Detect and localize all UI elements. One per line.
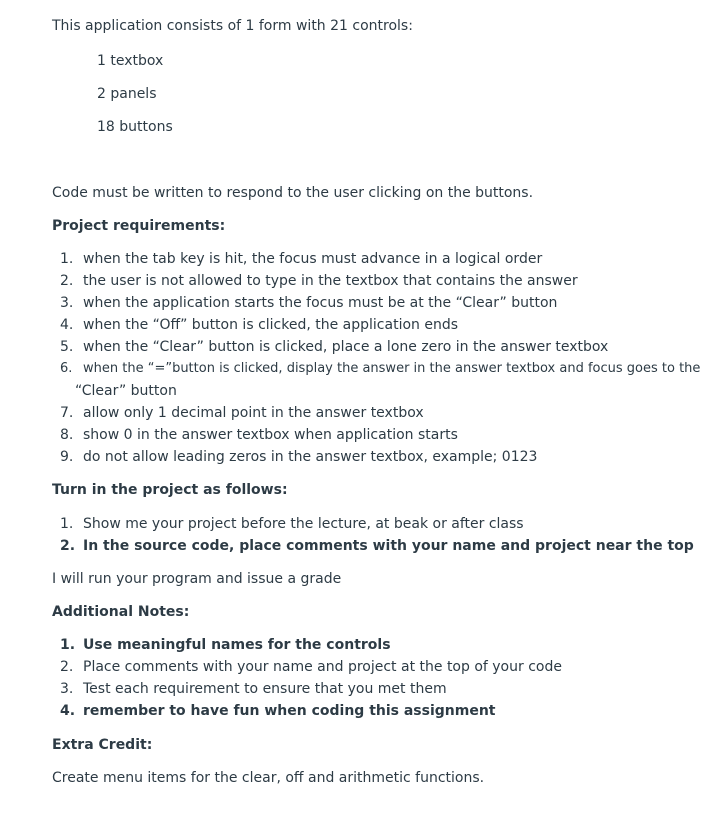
- code-note: Code must be written to respond to the user clicking on the buttons.: [52, 185, 534, 201]
- control-item: 2 panels: [97, 86, 157, 102]
- requirement-item: 3. when the application starts the focus must be at the “Clear” button: [60, 295, 558, 311]
- requirement-item: 8. show 0 in the answer textbox when application starts: [60, 427, 458, 443]
- grade-note: I will run your program and issue a grade: [52, 571, 342, 587]
- extra-credit-heading: Extra Credit:: [52, 737, 153, 753]
- requirement-item: 4. when the “Off” button is clicked, the application ends: [60, 317, 459, 333]
- requirement-item: 5. when the “Clear” button is clicked, place a lone zero in the answer textbox: [60, 339, 609, 355]
- requirement-item-continuation: “Clear” button: [75, 383, 177, 399]
- requirement-item: 7. allow only 1 decimal point in the answer textbox: [60, 405, 424, 421]
- note-item: 2. Place comments with your name and project at the top of your code: [60, 659, 562, 675]
- requirement-item: 6. when the “=”button is clicked, display the answer in the answer textbox and focus goes to the: [60, 361, 701, 376]
- turnin-heading: Turn in the project as follows:: [52, 482, 288, 498]
- control-item: 18 buttons: [97, 119, 173, 135]
- requirements-heading: Project requirements:: [52, 218, 226, 234]
- control-item: 1 textbox: [97, 53, 164, 69]
- intro-text: This application consists of 1 form with 21 controls:: [52, 18, 413, 34]
- turnin-item: 1. Show me your project before the lecture, at beak or after class: [60, 516, 524, 532]
- turnin-item: 2. In the source code, place comments with your name and project near the top: [60, 538, 694, 554]
- note-item: 3. Test each requirement to ensure that you met them: [60, 681, 447, 697]
- extra-credit-text: Create menu items for the clear, off and arithmetic functions.: [52, 770, 485, 786]
- notes-heading: Additional Notes:: [52, 604, 190, 620]
- requirement-item: 9. do not allow leading zeros in the answer textbox, example; 0123: [60, 449, 538, 465]
- note-item: 4. remember to have fun when coding this assignment: [60, 703, 496, 719]
- note-item: 1. Use meaningful names for the controls: [60, 637, 391, 653]
- requirement-item: 2. the user is not allowed to type in the textbox that contains the answer: [60, 273, 578, 289]
- requirement-item: 1. when the tab key is hit, the focus must advance in a logical order: [60, 251, 543, 267]
